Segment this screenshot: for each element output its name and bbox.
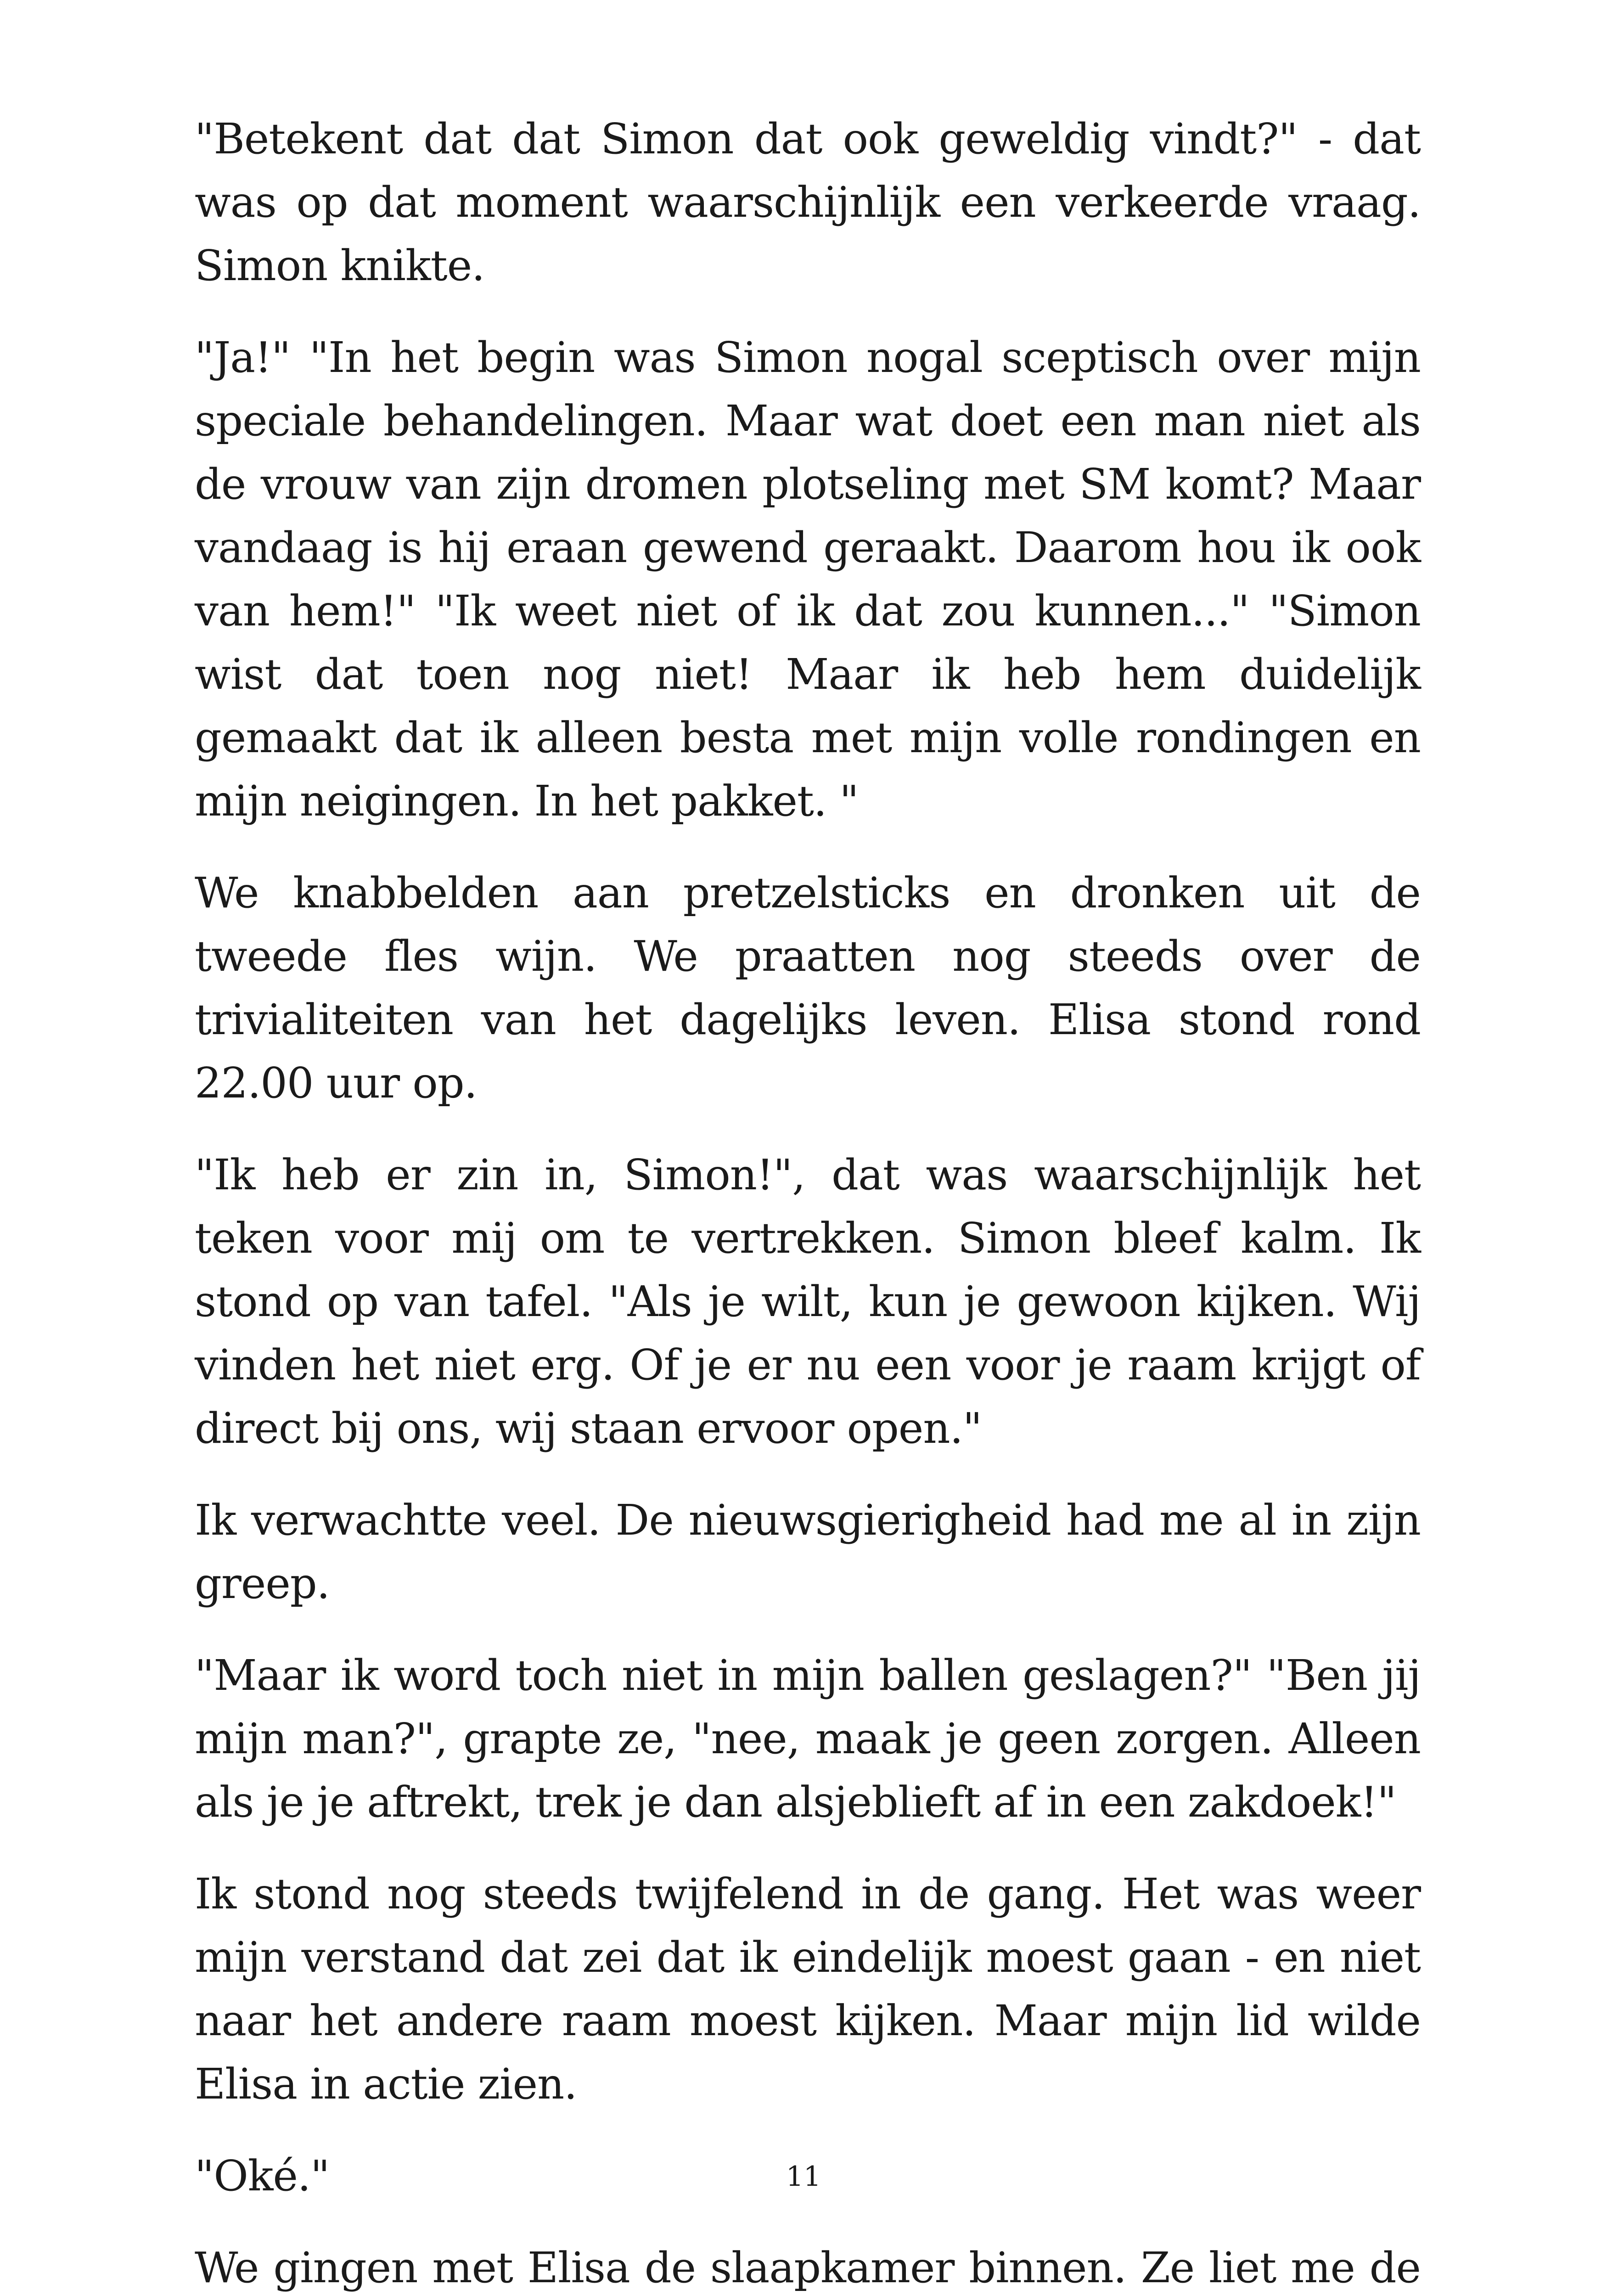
paragraph: We knabbelden aan pretzelsticks en dronken uit de tweede fles wijn. We praatten nog steeds over de trivialiteiten van het dagelijks leven. Elisa stond rond 22.00 uur op. <box>195 868 1421 1108</box>
paragraph: "Betekent dat dat Simon dat ook geweldig vindt?" - dat was op dat moment waarschijnlijk een verkeerde vraag. Simon knikte. <box>195 114 1421 290</box>
page-number: 11 <box>786 2161 821 2193</box>
paragraph: "Ja!" "In het begin was Simon nogal sceptisch over mijn speciale behandelingen. Maar wat doet een man niet als de vrouw van zijn dromen plotseling met SM komt? Maar vandaag is hij eraan gewend geraakt. Daarom hou ik ook van hem!" "Ik weet niet of ik dat zou kunnen..." "Simon wist dat toen nog niet! Maar ik heb hem duidelijk gemaakt dat ik alleen besta met mijn volle rondingen en mijn neigingen. In het pakket. " <box>195 333 1421 826</box>
paragraph: We gingen met Elisa de slaapkamer binnen. Ze liet me de <box>195 2243 1421 2292</box>
paragraph: "Ik heb er zin in, Simon!", dat was waarschijnlijk het teken voor mij om te vertrekken. Simon bleef kalm. Ik stond op van tafel. "Als je wilt, kun je gewoon kijken. Wij vinden het niet erg. Of je er nu een voor je raam krijgt of direct bij ons, wij staan ervoor open." <box>195 1150 1421 1453</box>
paragraph: "Oké." <box>195 2151 330 2200</box>
paragraph: Ik stond nog steeds twijfelend in de gang. Het was weer mijn verstand dat zei dat ik eindelijk moest gaan - en niet naar het andere raam moest kijken. Maar mijn lid wilde Elisa in actie zien. <box>195 1869 1421 2109</box>
body-text <box>195 107 1421 2296</box>
paragraph: Ik verwachtte veel. De nieuwsgierigheid had me al in zijn greep. <box>195 1496 1421 1608</box>
paragraph: "Maar ik word toch niet in mijn ballen geslagen?" "Ben jij mijn man?", grapte ze, "nee, maak je geen zorgen. Alleen als je je aftrekt, trek je dan alsjeblieft af in een zakdoek!" <box>195 1651 1421 1827</box>
